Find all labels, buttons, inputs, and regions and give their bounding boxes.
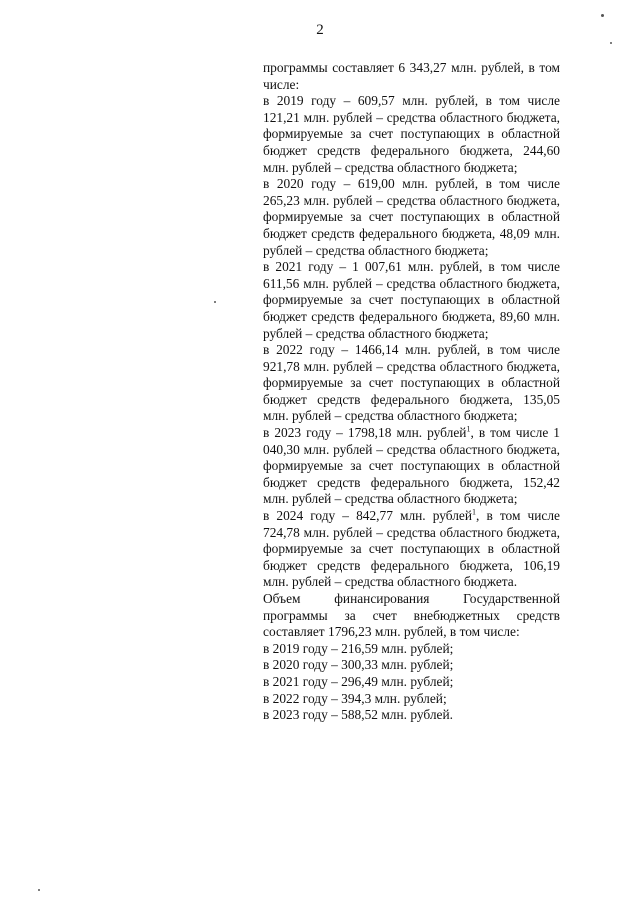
scan-speck [214,301,216,303]
extrabudget-item-2023: в 2023 году – 588,52 млн. рублей. [263,707,454,723]
paragraph-intro: программы составляет 6 343,27 млн. рублей, в том числе: [263,60,560,92]
paragraph-2024-start: в 2024 году – 842,77 млн. рублей [263,508,473,524]
extrabudget-item-2021: в 2021 году – 296,49 млн. рублей; [263,673,454,689]
scan-speck [38,889,40,891]
paragraph-2020: в 2020 году – 619,00 млн. рублей, в том числе 265,23 млн. рублей – средства областного бюджета, формируемые за счет поступающих в областной бюджет средств федерального бюджета, 48,09 млн. рублей – средства областного бюджета; [263,176,560,258]
extrabudget-item-2022: в 2022 году – 394,3 млн. рублей; [263,690,447,706]
paragraph-2023-rest: , в том числе 1 040,30 млн. рублей – средства областного бюджета, формируемые за счет поступающих в областной бюджет средств федерального бюджета, 152,42 млн. рублей – средства областного бюджета; [263,425,560,507]
paragraph-2024 [263,508,560,591]
scan-speck [601,14,604,17]
paragraph-extrabudget: Объем финансирования Государственной программы за счет внебюджетных средств составляет 1796,23 млн. рублей, в том числе: [263,591,560,640]
paragraph-2023-start: в 2023 году – 1798,18 млн. рублей [263,425,467,441]
extrabudget-item-2020: в 2020 году – 300,33 млн. рублей; [263,657,454,673]
paragraph-2024-rest: , в том числе 724,78 млн. рублей – средства областного бюджета, формируемые за счет поступающих в областной бюджет средств федерального бюджета, 106,19 млн. рублей – средства областного бюджета. [263,508,560,590]
footnote-mark: 1 [472,507,477,517]
paragraph-2022: в 2022 году – 1466,14 млн. рублей, в том числе 921,78 млн. рублей – средства областного бюджета, формируемые за счет поступающих в областной бюджет средств федерального бюджета, 135,05 млн. рублей – средства областного бюджета; [263,342,560,424]
paragraph-2019: в 2019 году – 609,57 млн. рублей, в том числе 121,21 млн. рублей – средства областного бюджета, формируемые за счет поступающих в областной бюджет средств федерального бюджета, 244,60 млн. рублей – средства областного бюджета; [263,93,560,175]
footnote-mark: 1 [466,424,471,434]
extrabudget-item-2019: в 2019 году – 216,59 млн. рублей; [263,640,454,656]
text-column [263,60,560,724]
paragraph-2023 [263,425,560,508]
paragraph-2021: в 2021 году – 1 007,61 млн. рублей, в том числе 611,56 млн. рублей – средства областного бюджета, формируемые за счет поступающих в областной бюджет средств федерального бюджета, 89,60 млн. рублей – средства областного бюджета; [263,259,560,341]
scan-speck [610,42,612,44]
page-number: 2 [316,22,324,38]
